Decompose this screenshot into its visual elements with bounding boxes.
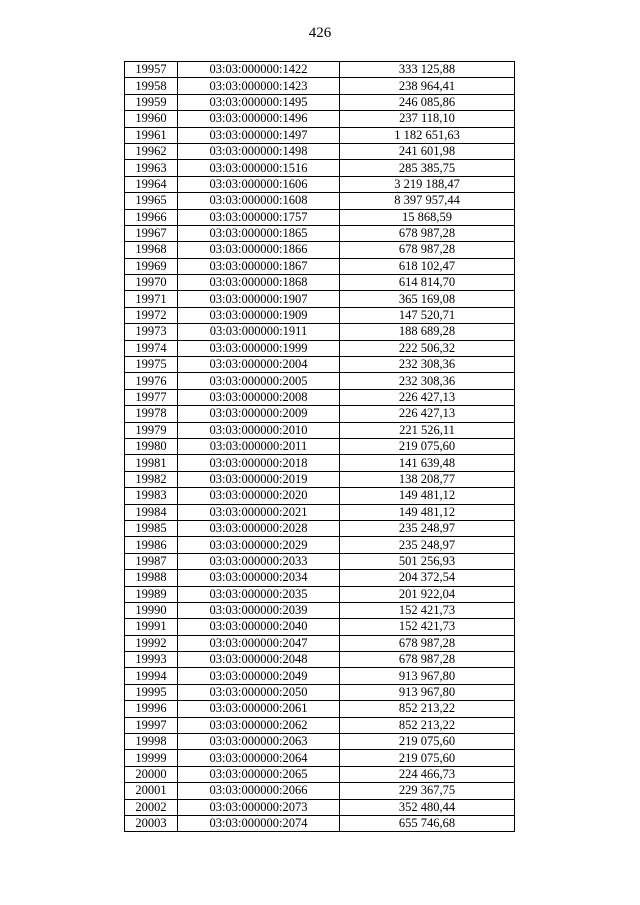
cadastral-number-cell: 03:03:000000:1495 bbox=[178, 94, 340, 110]
table-row bbox=[125, 127, 515, 143]
cadastral-number-cell: 03:03:000000:2011 bbox=[178, 438, 340, 454]
cadastral-number-cell: 03:03:000000:2073 bbox=[178, 799, 340, 815]
table-row bbox=[125, 94, 515, 110]
table-row bbox=[125, 438, 515, 454]
cadastral-number-cell: 03:03:000000:2064 bbox=[178, 750, 340, 766]
row-number-cell: 19984 bbox=[125, 504, 178, 520]
value-cell: 852 213,22 bbox=[340, 701, 515, 717]
table-row bbox=[125, 717, 515, 733]
value-cell: 221 526,11 bbox=[340, 422, 515, 438]
table-row bbox=[125, 586, 515, 602]
table-row bbox=[125, 799, 515, 815]
row-number-cell: 19987 bbox=[125, 553, 178, 569]
table-row bbox=[125, 324, 515, 340]
row-number-cell: 19995 bbox=[125, 684, 178, 700]
value-cell: 138 208,77 bbox=[340, 471, 515, 487]
value-cell: 219 075,60 bbox=[340, 734, 515, 750]
row-number-cell: 19967 bbox=[125, 225, 178, 241]
value-cell: 352 480,44 bbox=[340, 799, 515, 815]
table-row bbox=[125, 78, 515, 94]
table-row bbox=[125, 406, 515, 422]
table-row bbox=[125, 357, 515, 373]
row-number-cell: 19980 bbox=[125, 438, 178, 454]
cadastral-number-cell: 03:03:000000:2047 bbox=[178, 635, 340, 651]
table-row bbox=[125, 389, 515, 405]
row-number-cell: 19963 bbox=[125, 160, 178, 176]
cadastral-number-cell: 03:03:000000:1608 bbox=[178, 193, 340, 209]
table-row bbox=[125, 635, 515, 651]
cadastral-number-cell: 03:03:000000:2050 bbox=[178, 684, 340, 700]
table-row bbox=[125, 553, 515, 569]
value-cell: 235 248,97 bbox=[340, 537, 515, 553]
row-number-cell: 19990 bbox=[125, 602, 178, 618]
value-cell: 222 506,32 bbox=[340, 340, 515, 356]
value-cell: 1 182 651,63 bbox=[340, 127, 515, 143]
value-cell: 152 421,73 bbox=[340, 619, 515, 635]
table-row bbox=[125, 62, 515, 78]
row-number-cell: 19985 bbox=[125, 520, 178, 536]
cadastral-number-cell: 03:03:000000:1497 bbox=[178, 127, 340, 143]
table-row bbox=[125, 307, 515, 323]
cadastral-number-cell: 03:03:000000:2004 bbox=[178, 357, 340, 373]
table-row bbox=[125, 160, 515, 176]
row-number-cell: 19973 bbox=[125, 324, 178, 340]
cadastral-number-cell: 03:03:000000:1911 bbox=[178, 324, 340, 340]
row-number-cell: 19964 bbox=[125, 176, 178, 192]
value-cell: 678 987,28 bbox=[340, 652, 515, 668]
row-number-cell: 19961 bbox=[125, 127, 178, 143]
value-cell: 219 075,60 bbox=[340, 438, 515, 454]
table-row bbox=[125, 783, 515, 799]
row-number-cell: 19978 bbox=[125, 406, 178, 422]
value-cell: 149 481,12 bbox=[340, 488, 515, 504]
cadastral-number-cell: 03:03:000000:1867 bbox=[178, 258, 340, 274]
row-number-cell: 19968 bbox=[125, 242, 178, 258]
table-row bbox=[125, 471, 515, 487]
row-number-cell: 19992 bbox=[125, 635, 178, 651]
value-cell: 913 967,80 bbox=[340, 668, 515, 684]
value-cell: 501 256,93 bbox=[340, 553, 515, 569]
cadastral-number-cell: 03:03:000000:1516 bbox=[178, 160, 340, 176]
table-row bbox=[125, 193, 515, 209]
value-cell: 226 427,13 bbox=[340, 389, 515, 405]
table-row bbox=[125, 602, 515, 618]
row-number-cell: 20002 bbox=[125, 799, 178, 815]
row-number-cell: 20001 bbox=[125, 783, 178, 799]
row-number-cell: 20003 bbox=[125, 815, 178, 831]
row-number-cell: 19999 bbox=[125, 750, 178, 766]
cadastral-number-cell: 03:03:000000:2033 bbox=[178, 553, 340, 569]
table-row bbox=[125, 143, 515, 159]
value-cell: 333 125,88 bbox=[340, 62, 515, 78]
row-number-cell: 19960 bbox=[125, 111, 178, 127]
cadastral-number-cell: 03:03:000000:1422 bbox=[178, 62, 340, 78]
table-row bbox=[125, 734, 515, 750]
table-row bbox=[125, 488, 515, 504]
table-row bbox=[125, 225, 515, 241]
cadastral-number-cell: 03:03:000000:2062 bbox=[178, 717, 340, 733]
cadastral-number-cell: 03:03:000000:2061 bbox=[178, 701, 340, 717]
table-row bbox=[125, 242, 515, 258]
row-number-cell: 19971 bbox=[125, 291, 178, 307]
table-row bbox=[125, 275, 515, 291]
row-number-cell: 19975 bbox=[125, 357, 178, 373]
row-number-cell: 19969 bbox=[125, 258, 178, 274]
value-cell: 149 481,12 bbox=[340, 504, 515, 520]
table-row bbox=[125, 570, 515, 586]
value-cell: 152 421,73 bbox=[340, 602, 515, 618]
cadastral-number-cell: 03:03:000000:2034 bbox=[178, 570, 340, 586]
value-cell: 204 372,54 bbox=[340, 570, 515, 586]
cadastral-number-cell: 03:03:000000:1907 bbox=[178, 291, 340, 307]
table-row bbox=[125, 701, 515, 717]
value-cell: 219 075,60 bbox=[340, 750, 515, 766]
value-cell: 678 987,28 bbox=[340, 242, 515, 258]
row-number-cell: 19979 bbox=[125, 422, 178, 438]
value-cell: 237 118,10 bbox=[340, 111, 515, 127]
cadastral-number-cell: 03:03:000000:1496 bbox=[178, 111, 340, 127]
cadastral-number-cell: 03:03:000000:2020 bbox=[178, 488, 340, 504]
cadastral-number-cell: 03:03:000000:2008 bbox=[178, 389, 340, 405]
cadastral-number-cell: 03:03:000000:2049 bbox=[178, 668, 340, 684]
value-cell: 188 689,28 bbox=[340, 324, 515, 340]
value-cell: 852 213,22 bbox=[340, 717, 515, 733]
cadastral-number-cell: 03:03:000000:1866 bbox=[178, 242, 340, 258]
table-row bbox=[125, 520, 515, 536]
row-number-cell: 19981 bbox=[125, 455, 178, 471]
cadastral-number-cell: 03:03:000000:1606 bbox=[178, 176, 340, 192]
table-row bbox=[125, 111, 515, 127]
cadastral-number-cell: 03:03:000000:2019 bbox=[178, 471, 340, 487]
cadastral-number-cell: 03:03:000000:1423 bbox=[178, 78, 340, 94]
cadastral-number-cell: 03:03:000000:2005 bbox=[178, 373, 340, 389]
table-row bbox=[125, 258, 515, 274]
cadastral-number-cell: 03:03:000000:2063 bbox=[178, 734, 340, 750]
value-cell: 285 385,75 bbox=[340, 160, 515, 176]
value-cell: 246 085,86 bbox=[340, 94, 515, 110]
row-number-cell: 19976 bbox=[125, 373, 178, 389]
cadastral-number-cell: 03:03:000000:2021 bbox=[178, 504, 340, 520]
value-cell: 913 967,80 bbox=[340, 684, 515, 700]
value-cell: 201 922,04 bbox=[340, 586, 515, 602]
row-number-cell: 19986 bbox=[125, 537, 178, 553]
cadastral-number-cell: 03:03:000000:2074 bbox=[178, 815, 340, 831]
value-cell: 655 746,68 bbox=[340, 815, 515, 831]
row-number-cell: 19970 bbox=[125, 275, 178, 291]
table-row bbox=[125, 766, 515, 782]
row-number-cell: 19965 bbox=[125, 193, 178, 209]
cadastral-number-cell: 03:03:000000:2035 bbox=[178, 586, 340, 602]
row-number-cell: 19998 bbox=[125, 734, 178, 750]
table-row bbox=[125, 537, 515, 553]
value-cell: 232 308,36 bbox=[340, 373, 515, 389]
value-cell: 614 814,70 bbox=[340, 275, 515, 291]
table-row bbox=[125, 340, 515, 356]
registry-table-body bbox=[125, 62, 515, 832]
cadastral-number-cell: 03:03:000000:2066 bbox=[178, 783, 340, 799]
row-number-cell: 19972 bbox=[125, 307, 178, 323]
table-row bbox=[125, 455, 515, 471]
table-row bbox=[125, 815, 515, 831]
cadastral-number-cell: 03:03:000000:2010 bbox=[178, 422, 340, 438]
value-cell: 232 308,36 bbox=[340, 357, 515, 373]
table-row bbox=[125, 209, 515, 225]
row-number-cell: 19962 bbox=[125, 143, 178, 159]
table-row bbox=[125, 422, 515, 438]
value-cell: 365 169,08 bbox=[340, 291, 515, 307]
value-cell: 141 639,48 bbox=[340, 455, 515, 471]
cadastral-number-cell: 03:03:000000:2018 bbox=[178, 455, 340, 471]
table-row bbox=[125, 176, 515, 192]
table-row bbox=[125, 750, 515, 766]
value-cell: 224 466,73 bbox=[340, 766, 515, 782]
cadastral-number-cell: 03:03:000000:1865 bbox=[178, 225, 340, 241]
row-number-cell: 19974 bbox=[125, 340, 178, 356]
row-number-cell: 19966 bbox=[125, 209, 178, 225]
cadastral-number-cell: 03:03:000000:2029 bbox=[178, 537, 340, 553]
cadastral-number-cell: 03:03:000000:2039 bbox=[178, 602, 340, 618]
table-row bbox=[125, 291, 515, 307]
cadastral-number-cell: 03:03:000000:1498 bbox=[178, 143, 340, 159]
row-number-cell: 20000 bbox=[125, 766, 178, 782]
row-number-cell: 19993 bbox=[125, 652, 178, 668]
cadastral-number-cell: 03:03:000000:2048 bbox=[178, 652, 340, 668]
row-number-cell: 19996 bbox=[125, 701, 178, 717]
cadastral-number-cell: 03:03:000000:1909 bbox=[178, 307, 340, 323]
cadastral-number-cell: 03:03:000000:1868 bbox=[178, 275, 340, 291]
value-cell: 618 102,47 bbox=[340, 258, 515, 274]
value-cell: 238 964,41 bbox=[340, 78, 515, 94]
cadastral-number-cell: 03:03:000000:2009 bbox=[178, 406, 340, 422]
value-cell: 226 427,13 bbox=[340, 406, 515, 422]
value-cell: 147 520,71 bbox=[340, 307, 515, 323]
row-number-cell: 19989 bbox=[125, 586, 178, 602]
table-row bbox=[125, 652, 515, 668]
row-number-cell: 19982 bbox=[125, 471, 178, 487]
value-cell: 8 397 957,44 bbox=[340, 193, 515, 209]
table-row bbox=[125, 373, 515, 389]
row-number-cell: 19994 bbox=[125, 668, 178, 684]
table-row bbox=[125, 619, 515, 635]
cadastral-number-cell: 03:03:000000:1757 bbox=[178, 209, 340, 225]
cadastral-number-cell: 03:03:000000:2040 bbox=[178, 619, 340, 635]
table-row bbox=[125, 504, 515, 520]
cadastral-number-cell: 03:03:000000:1999 bbox=[178, 340, 340, 356]
row-number-cell: 19957 bbox=[125, 62, 178, 78]
registry-table bbox=[124, 61, 515, 832]
row-number-cell: 19991 bbox=[125, 619, 178, 635]
cadastral-number-cell: 03:03:000000:2028 bbox=[178, 520, 340, 536]
page-number: 426 bbox=[308, 25, 332, 41]
value-cell: 678 987,28 bbox=[340, 635, 515, 651]
value-cell: 235 248,97 bbox=[340, 520, 515, 536]
row-number-cell: 19988 bbox=[125, 570, 178, 586]
row-number-cell: 19977 bbox=[125, 389, 178, 405]
value-cell: 229 367,75 bbox=[340, 783, 515, 799]
cadastral-number-cell: 03:03:000000:2065 bbox=[178, 766, 340, 782]
table-row bbox=[125, 668, 515, 684]
value-cell: 3 219 188,47 bbox=[340, 176, 515, 192]
row-number-cell: 19958 bbox=[125, 78, 178, 94]
row-number-cell: 19959 bbox=[125, 94, 178, 110]
row-number-cell: 19983 bbox=[125, 488, 178, 504]
table-row bbox=[125, 684, 515, 700]
row-number-cell: 19997 bbox=[125, 717, 178, 733]
value-cell: 678 987,28 bbox=[340, 225, 515, 241]
value-cell: 241 601,98 bbox=[340, 143, 515, 159]
value-cell: 15 868,59 bbox=[340, 209, 515, 225]
